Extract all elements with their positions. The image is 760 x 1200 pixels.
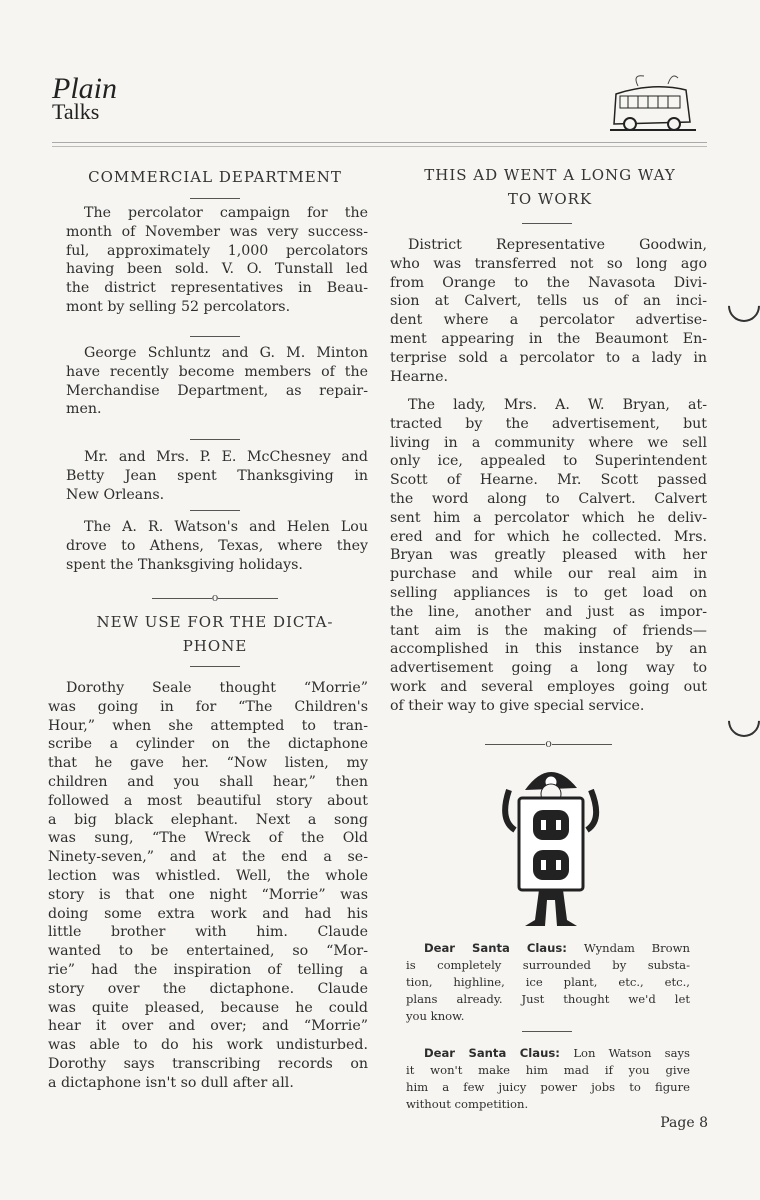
- text-line: Betty Jean spent Thanksgiving in: [66, 467, 368, 484]
- text-line: Scott of Hearne. Mr. Scott passed: [390, 472, 707, 489]
- text-line: drove to Athens, Texas, where they: [66, 537, 368, 554]
- text-line: Dear Santa Claus: Lon Watson says: [424, 1046, 690, 1060]
- text-line: wanted to be entertained, so “Mor-: [48, 943, 368, 960]
- text-line: hear it over and over; and “Morrie”: [48, 1018, 368, 1035]
- text-line: month of November was very success-: [66, 223, 368, 240]
- text-line: accomplished in this instance by an: [390, 641, 707, 658]
- santa-note-text: [406, 940, 690, 1025]
- text-line: who was transferred not so long ago: [390, 255, 707, 272]
- paragraph-bryan: [390, 396, 707, 716]
- text-line: of their way to give special service.: [390, 697, 645, 714]
- text-line: living in a community where we sell: [390, 434, 707, 451]
- note-lead: Dear Santa Claus:: [424, 1046, 574, 1060]
- text-line: rie” had the inspiration of telling a: [48, 961, 368, 978]
- text-line: selling appliances is to get load on: [390, 584, 707, 601]
- heading-line: THIS AD WENT A LONG WAY: [424, 166, 676, 184]
- text-line: that he gave her. “Now listen, my: [48, 755, 368, 772]
- text-line: the word along to Calvert. Calvert: [390, 490, 707, 507]
- divider-o: o: [545, 737, 552, 750]
- rule: [190, 666, 240, 667]
- text-line: without competition.: [406, 1097, 529, 1111]
- text-line: Hour,” when she attempted to tran-: [48, 717, 368, 734]
- text-line: was sung, “The Wreck of the Old: [48, 830, 368, 847]
- paragraph-dictaphone-story: [48, 679, 368, 1093]
- text-line: scribe a cylinder on the dictaphone: [48, 736, 368, 753]
- text-line: The percolator campaign for the: [84, 205, 368, 221]
- rule: [190, 510, 240, 511]
- text-line: sion at Calvert, tells us of an inci-: [390, 293, 707, 310]
- paragraph-mcchesney: [66, 448, 368, 504]
- paragraph-goodwin: [390, 236, 707, 386]
- text-line: spent the Thanksgiving holidays.: [66, 556, 303, 573]
- text-line: ment appearing in the Beaumont En-: [390, 330, 707, 347]
- text-line: Ninety-seven,” and at the end a se-: [48, 849, 368, 866]
- text-line: only ice, appealed to Superintendent: [390, 453, 707, 470]
- text-line: plans already. Just thought we'd let: [406, 992, 690, 1006]
- binder-hole: [721, 698, 760, 743]
- text-line: children and you shall hear,” then: [48, 773, 368, 790]
- santa-note-lon-watson: [406, 1045, 690, 1113]
- paragraph-percolator-campaign: [66, 204, 368, 317]
- text-line: dent where a percolator advertise-: [390, 312, 707, 329]
- text-line: followed a most beautiful story about: [48, 792, 368, 809]
- binder-hole: [721, 283, 760, 328]
- text-line: you know.: [406, 1009, 465, 1023]
- text-line: District Representative Goodwin,: [408, 237, 707, 253]
- text-line: from Orange to the Navasota Divi-: [390, 274, 707, 291]
- text-line: Hearne.: [390, 368, 449, 385]
- section-divider: [62, 591, 368, 604]
- text-line: story over the dictaphone. Claude: [48, 980, 368, 997]
- text-line: purchase and while our real aim in: [390, 566, 707, 583]
- text-line: ered and for which he collected. Mrs.: [390, 528, 707, 545]
- text-line: lection was whistled. Well, the whole: [48, 867, 368, 884]
- rule: [190, 439, 240, 440]
- paragraph-watson: [66, 518, 368, 574]
- text-line: advertisement going a long way to: [390, 660, 707, 677]
- text-line: ful, approximately 1,000 percolators: [66, 242, 368, 259]
- text-line: New Orleans.: [66, 486, 165, 503]
- text-line: little brother with him. Claude: [48, 924, 368, 941]
- rule: [522, 1031, 572, 1032]
- text-line: was able to do his work undisturbed.: [48, 1037, 368, 1054]
- heading-commercial-department: COMMERCIAL DEPARTMENT: [88, 168, 342, 186]
- text-line: The lady, Mrs. A. W. Bryan, at-: [408, 397, 707, 413]
- logo-line2: Talks: [52, 99, 100, 124]
- text-line: Merchandise Department, as repair-: [66, 382, 368, 399]
- rule: [522, 223, 572, 224]
- santa-with-outlet-illustration-icon: [495, 760, 605, 932]
- text-line: it won't make him mad if you give: [406, 1063, 690, 1077]
- text-line: Bryan was greatly pleased with her: [390, 547, 707, 564]
- text-line: the line, another and just as impor-: [390, 603, 707, 620]
- text-line: having been sold. V. O. Tunstall led: [66, 261, 368, 278]
- text-line: the district representatives in Beau-: [66, 280, 368, 297]
- text-line: tion, highline, ice plant, etc., etc.,: [406, 975, 690, 989]
- heading-line: TO WORK: [507, 190, 593, 208]
- text-line: was going in for “The Children's: [48, 698, 368, 715]
- rule: [190, 198, 240, 199]
- rule: [190, 336, 240, 337]
- text-line: was quite pleased, because he could: [48, 999, 368, 1016]
- text-line: Dorothy Seale thought “Morrie”: [66, 680, 368, 696]
- heading-line: PHONE: [182, 637, 248, 655]
- text-line: sent him a percolator which he deliv-: [390, 509, 707, 526]
- logo-line1: Plain: [52, 72, 117, 105]
- text-line: a big black elephant. Next a song: [48, 811, 368, 828]
- plain-talks-logo: [52, 72, 117, 124]
- text-line: is completely surrounded by substa-: [406, 958, 690, 972]
- text-line: tracted by the advertisement, but: [390, 415, 707, 432]
- text-line: a dictaphone isn't so dull after all.: [48, 1074, 294, 1091]
- section-divider: [390, 737, 707, 750]
- heading-line: NEW USE FOR THE DICTA-: [96, 613, 334, 631]
- text-line: mont by selling 52 percolators.: [66, 298, 291, 315]
- note-lead: Dear Santa Claus:: [424, 941, 584, 955]
- santa-note-wyndam-brown: [406, 940, 690, 1025]
- text-line: Dorothy says transcribing records on: [48, 1055, 368, 1072]
- text-line: men.: [66, 401, 102, 418]
- text-line: Mr. and Mrs. P. E. McChesney and: [84, 449, 368, 465]
- santa-note-text: [406, 1045, 690, 1113]
- text-line: terprise sold a percolator to a lady in: [390, 349, 707, 366]
- page-number: Page 8: [660, 1115, 708, 1131]
- text-line: him a few juicy power jobs to figure: [406, 1080, 690, 1094]
- text-line: have recently become members of the: [66, 363, 368, 380]
- heading-dictaphone: [62, 610, 368, 658]
- divider-o: o: [211, 591, 219, 604]
- text-line: Dear Santa Claus: Wyndam Brown: [424, 941, 691, 955]
- text-line: work and several employes going out: [390, 678, 707, 695]
- text-line: story is that one night “Morrie” was: [48, 886, 368, 903]
- text-line: George Schluntz and G. M. Minton: [84, 345, 368, 361]
- text-line: tant aim is the making of friends—: [390, 622, 707, 639]
- header-rule: [52, 142, 707, 147]
- bus-illustration-icon: [608, 72, 698, 134]
- heading-ad-long-way: [390, 163, 710, 211]
- text-line: The A. R. Watson's and Helen Lou: [84, 519, 368, 535]
- text-line: doing some extra work and had his: [48, 905, 368, 922]
- paragraph-schluntz-minton: [66, 344, 368, 419]
